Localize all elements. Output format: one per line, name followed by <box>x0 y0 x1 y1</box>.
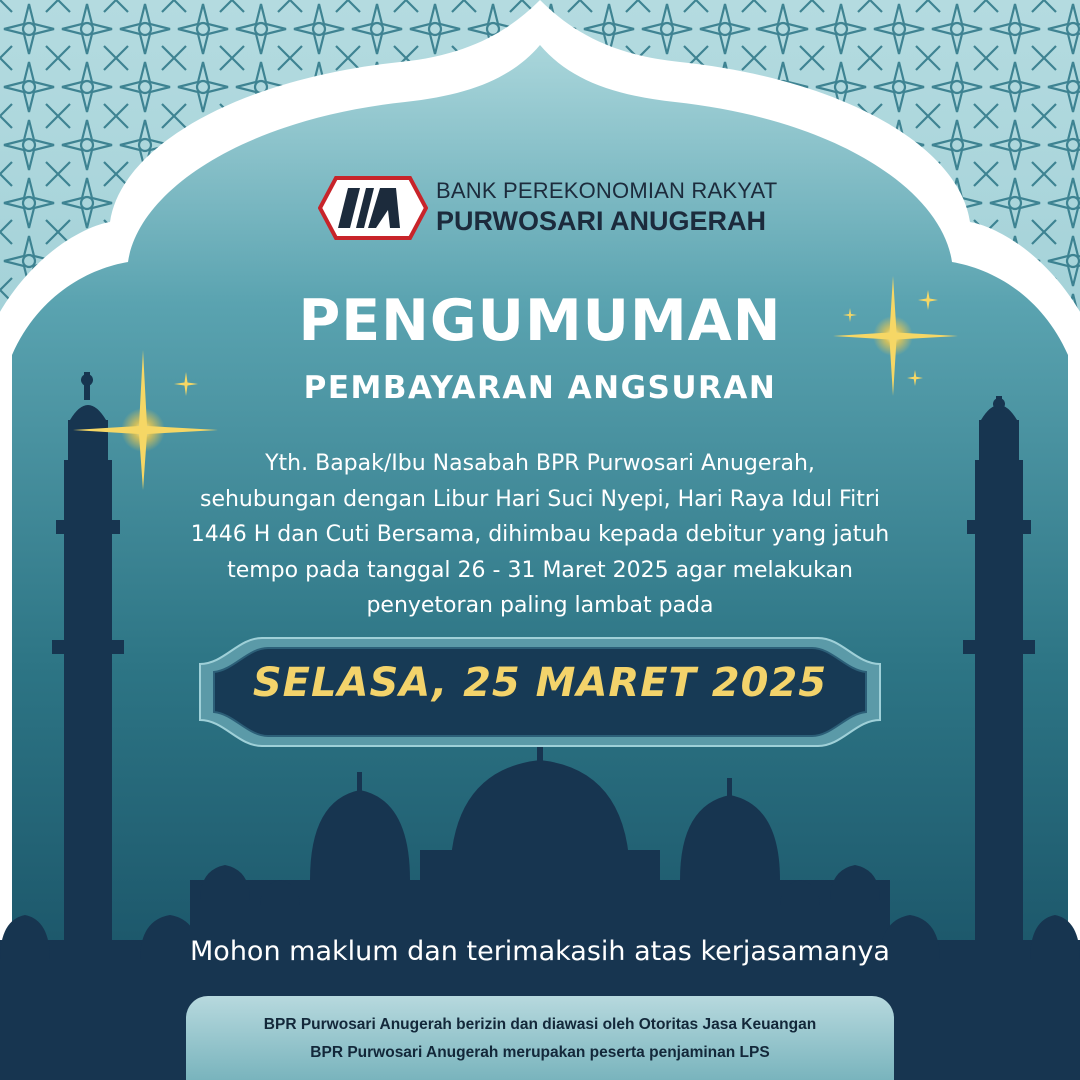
bank-name-line1: BANK PEREKONOMIAN RAKYAT <box>436 178 778 203</box>
bank-logo-mark-icon <box>318 176 428 240</box>
announcement-subtitle: PEMBAYARAN ANGSURAN <box>303 370 777 406</box>
body-line: tempo pada tanggal 26 - 31 Maret 2025 agar melakukan <box>227 557 853 583</box>
bank-logo <box>318 176 778 240</box>
announcement-body <box>130 446 950 624</box>
body-line: sehubungan dengan Libur Hari Suci Nyepi, Hari Raya Idul Fitri <box>199 486 881 512</box>
bank-name-line2: PURWOSARI ANUGERAH <box>436 206 767 236</box>
footer-ojk-notice: BPR Purwosari Anugerah berizin dan diawasi oleh Otoritas Jasa Keuangan <box>263 1016 817 1033</box>
footer-box <box>186 996 894 1080</box>
body-line: penyetoran paling lambat pada <box>366 593 714 618</box>
deadline-date: SELASA, 25 MARET 2025 <box>252 660 828 706</box>
announcement-title: PENGUMUMAN <box>298 288 782 354</box>
body-line: Yth. Bapak/Ibu Nasabah BPR Purwosari Anugerah, <box>265 451 815 476</box>
footer-lps-notice: BPR Purwosari Anugerah merupakan peserta penjaminan LPS <box>310 1044 770 1061</box>
body-line: 1446 H dan Cuti Bersama, dihimbau kepada debitur yang jatuh <box>190 522 890 547</box>
closing-message: Mohon maklum dan terimakasih atas kerjasamanya <box>190 936 890 967</box>
